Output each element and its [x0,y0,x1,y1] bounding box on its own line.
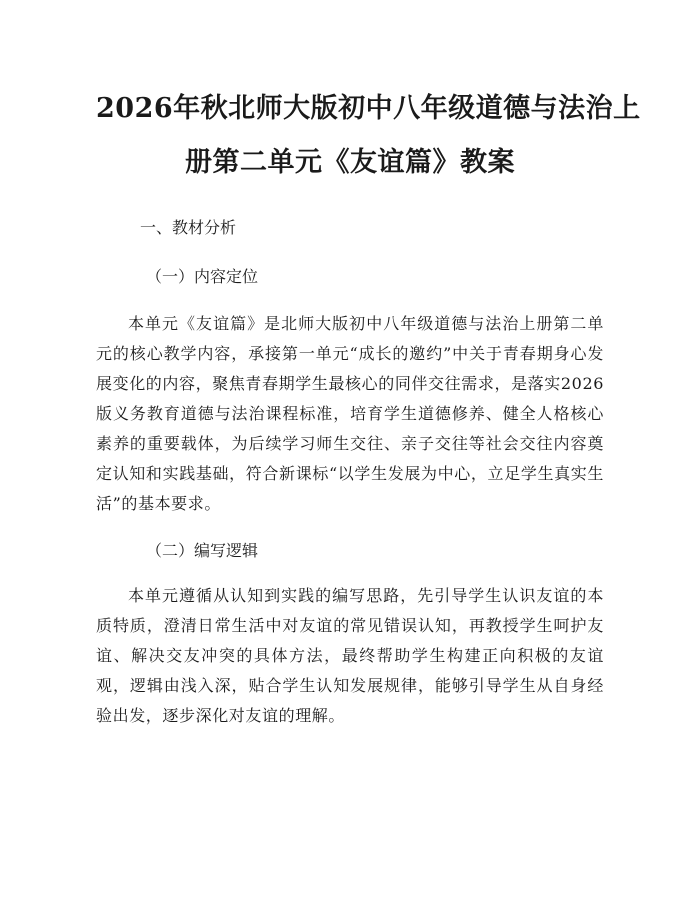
paragraph-content-positioning: 本单元《友谊篇》是北师大版初中八年级道德与法治上册第二单元的核心教学内容，承接第一单元“成长的邀约”中关于青春期身心发展变化的内容，聚焦青春期学生最核心的同伴交往需求，是落实2026版义务教育道德与法治课程标准，培育学生道德修养、健全人格核心素养的重要载体，为后续学习师生交往、亲子交往等社会交往内容奠定认知和实践基础，符合新课标“以学生发展为中心，立足学生真实生活”的基本要求。 [96,314,604,513]
title-line-1: 2026年秋北师大版初中八年级道德与法治上 [96,93,641,124]
subsection-heading-writing-logic: （二）编写逻辑 [146,541,259,560]
title-line-2: 册第二单元《友谊篇》教案 [185,147,515,178]
document-title [96,82,641,190]
section-heading-textbook-analysis: 一、教材分析 [140,218,237,237]
paragraph-writing-logic: 本单元遵循从认知到实践的编写思路，先引导学生认识友谊的本质特质，澄清日常生活中对友谊的常见错误认知，再教授学生呵护友谊、解决交友冲突的具体方法，最终帮助学生构建正向积极的友谊观，逻辑由浅入深，贴合学生认知发展规律，能够引导学生从自身经验出发，逐步深化对友谊的理解。 [96,586,604,725]
subsection-heading-content-positioning: （一）内容定位 [146,267,259,286]
